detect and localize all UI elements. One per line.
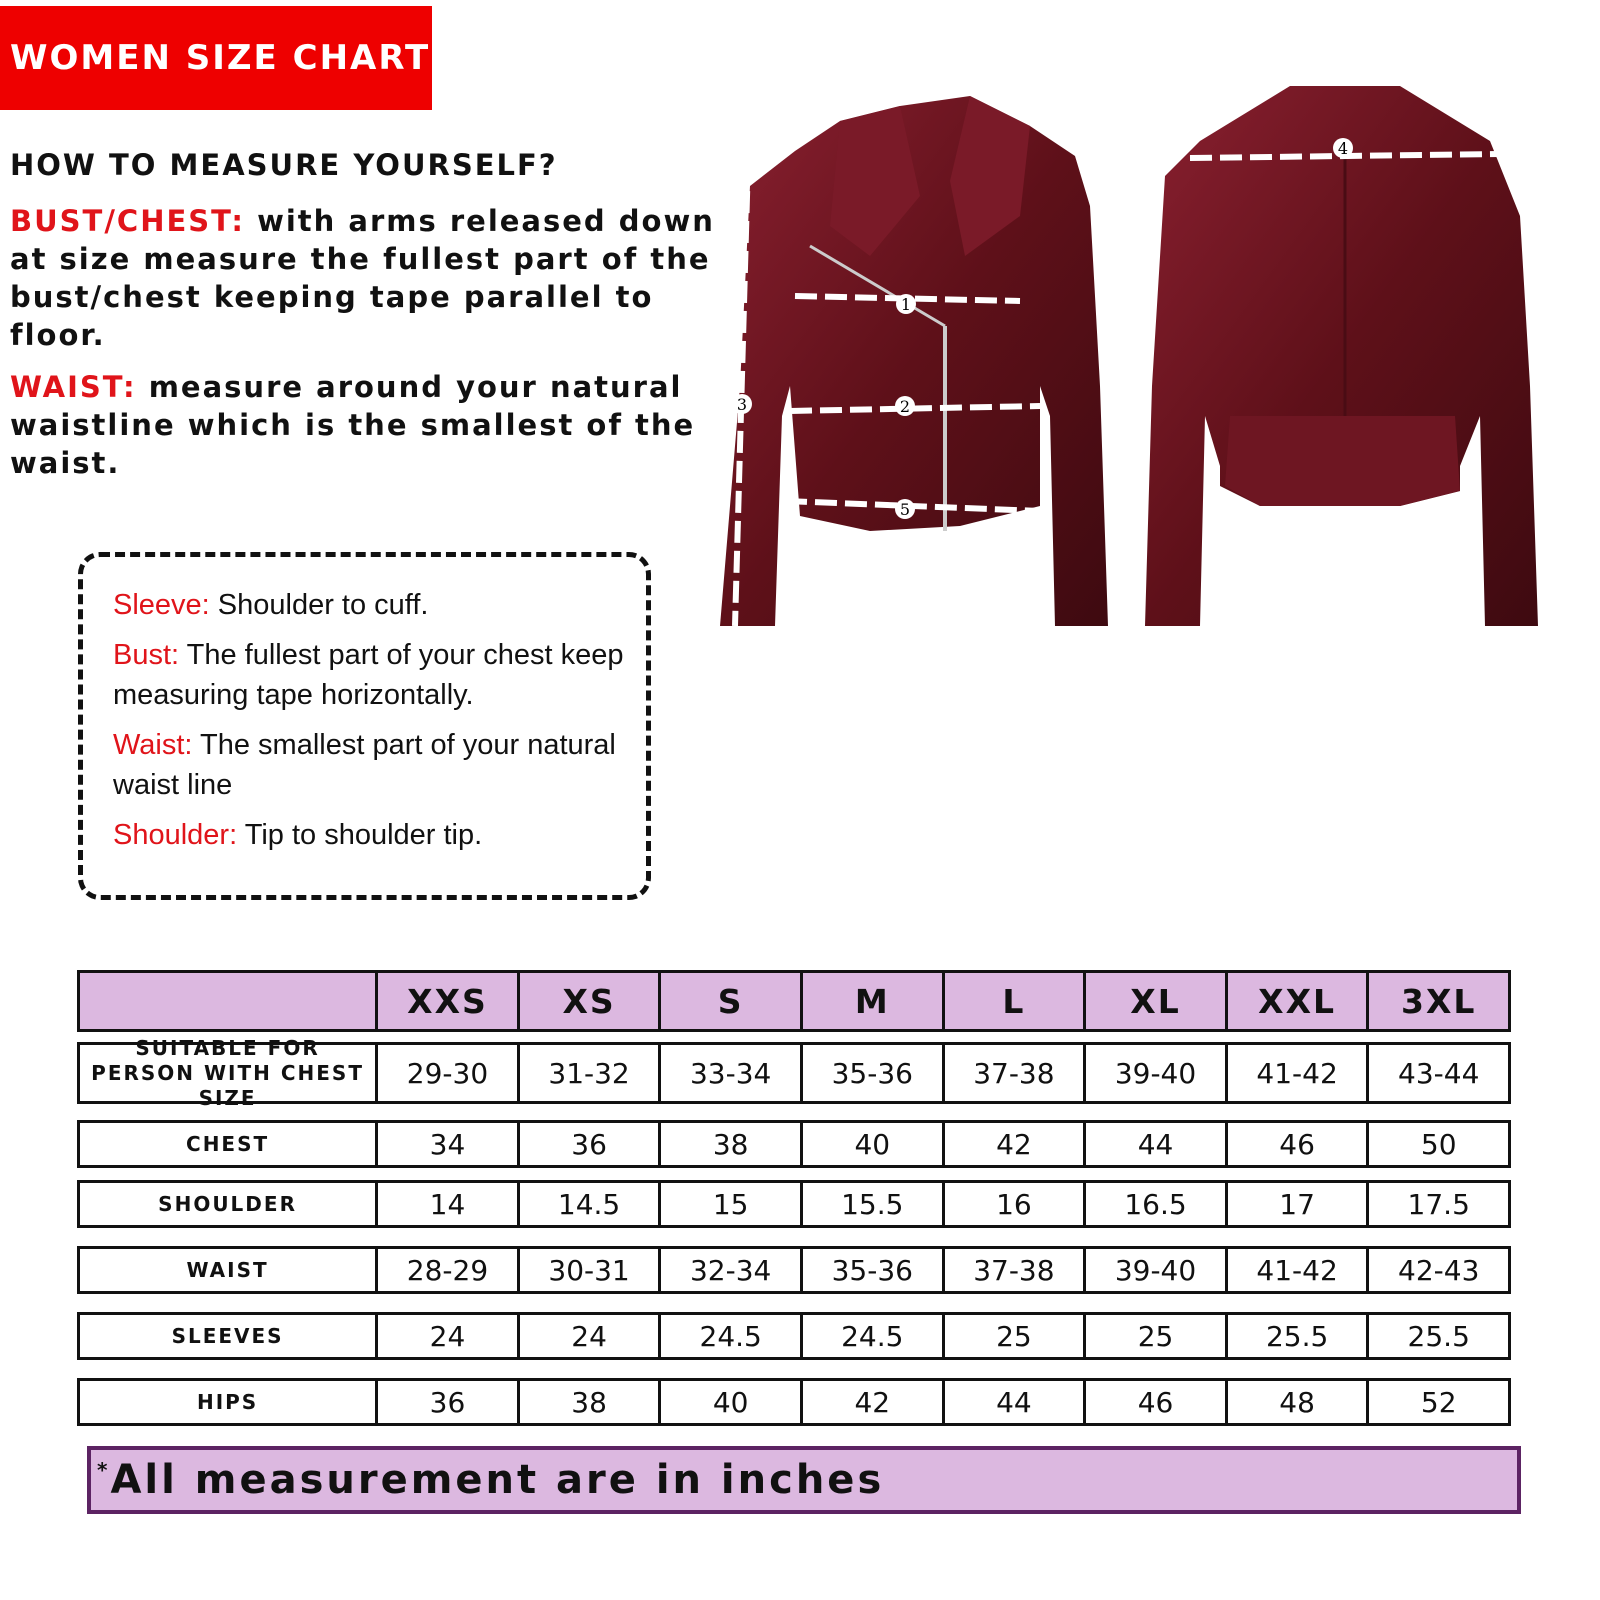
definition-text: The fullest part of your chest keep measuring tape horizontally. xyxy=(113,639,624,711)
size-header: XS xyxy=(517,970,662,1032)
table-cell: 24.5 xyxy=(800,1312,945,1360)
size-header: XXL xyxy=(1225,970,1370,1032)
marker-1: 1 xyxy=(900,295,912,314)
table-row xyxy=(77,1180,1511,1228)
table-cell: 35-36 xyxy=(800,1246,945,1294)
table-cell: 52 xyxy=(1366,1378,1511,1426)
table-cell: 25.5 xyxy=(1366,1312,1511,1360)
table-row xyxy=(77,1120,1511,1168)
table-cell: 39-40 xyxy=(1083,1246,1228,1294)
table-cell: 40 xyxy=(800,1120,945,1168)
table-cell: 36 xyxy=(517,1120,662,1168)
measure-instructions xyxy=(10,146,730,496)
row-label: CHEST xyxy=(77,1120,378,1168)
table-header-row xyxy=(77,970,1511,1032)
row-label: SLEEVES xyxy=(77,1312,378,1360)
definition-label: Waist: xyxy=(113,729,193,761)
bust-instruction xyxy=(10,202,730,354)
size-header: S xyxy=(658,970,803,1032)
size-header: XXS xyxy=(375,970,520,1032)
definitions-box xyxy=(78,552,651,900)
marker-4: 4 xyxy=(1337,139,1349,158)
definition-text: The smallest part of your natural waist line xyxy=(113,729,616,801)
table-row xyxy=(77,1378,1511,1426)
definition-shoulder xyxy=(113,815,646,855)
definition-sleeve xyxy=(113,585,646,625)
table-cell: 43-44 xyxy=(1366,1042,1511,1104)
marker-2: 2 xyxy=(899,397,911,416)
table-cell: 30-31 xyxy=(517,1246,662,1294)
waist-label: WAIST: xyxy=(10,370,137,404)
table-row xyxy=(77,1246,1511,1294)
table-cell: 24 xyxy=(517,1312,662,1360)
table-cell: 17.5 xyxy=(1366,1180,1511,1228)
size-header: M xyxy=(800,970,945,1032)
table-cell: 38 xyxy=(517,1378,662,1426)
size-header: XL xyxy=(1083,970,1228,1032)
table-cell: 31-32 xyxy=(517,1042,662,1104)
definition-text: Shoulder to cuff. xyxy=(209,589,429,621)
table-cell: 35-36 xyxy=(800,1042,945,1104)
instructions-heading: HOW TO MEASURE YOURSELF? xyxy=(10,148,558,182)
table-cell: 25 xyxy=(1083,1312,1228,1360)
table-cell: 28-29 xyxy=(375,1246,520,1294)
table-cell: 25.5 xyxy=(1225,1312,1370,1360)
waist-text: measure around your natural waistline which is the smallest of the waist. xyxy=(10,370,696,480)
table-cell: 34 xyxy=(375,1120,520,1168)
table-cell: 32-34 xyxy=(658,1246,803,1294)
header-corner xyxy=(77,970,378,1032)
table-cell: 40 xyxy=(658,1378,803,1426)
table-cell: 14.5 xyxy=(517,1180,662,1228)
row-label: SHOULDER xyxy=(77,1180,378,1228)
definition-label: Sleeve: xyxy=(113,589,210,621)
table-cell: 37-38 xyxy=(942,1042,1087,1104)
table-cell: 42-43 xyxy=(1366,1246,1511,1294)
table-cell: 16.5 xyxy=(1083,1180,1228,1228)
table-cell: 33-34 xyxy=(658,1042,803,1104)
bust-text: with arms released down at size measure the fullest part of the bust/chest keeping tape parallel to floor. xyxy=(10,204,715,352)
note-mark: * xyxy=(97,1458,111,1482)
table-cell: 37-38 xyxy=(942,1246,1087,1294)
waist-instruction xyxy=(10,368,730,482)
table-cell: 15 xyxy=(658,1180,803,1228)
table-cell: 16 xyxy=(942,1180,1087,1228)
row-label: HIPS xyxy=(77,1378,378,1426)
row-label: SUITABLE FOR PERSON WITH CHEST SIZE xyxy=(77,1042,378,1104)
table-row xyxy=(77,1312,1511,1360)
table-cell: 44 xyxy=(1083,1120,1228,1168)
bust-label: BUST/CHEST: xyxy=(10,204,245,238)
table-cell: 25 xyxy=(942,1312,1087,1360)
table-cell: 44 xyxy=(942,1378,1087,1426)
table-cell: 41-42 xyxy=(1225,1042,1370,1104)
size-header: 3XL xyxy=(1366,970,1511,1032)
definition-label: Shoulder: xyxy=(113,819,238,851)
row-label: WAIST xyxy=(77,1246,378,1294)
size-header: L xyxy=(942,970,1087,1032)
table-cell: 17 xyxy=(1225,1180,1370,1228)
definition-text: Tip to shoulder tip. xyxy=(237,819,483,851)
table-cell: 38 xyxy=(658,1120,803,1168)
definition-bust xyxy=(113,635,646,715)
table-cell: 46 xyxy=(1083,1378,1228,1426)
definition-waist xyxy=(113,725,646,805)
table-cell: 24 xyxy=(375,1312,520,1360)
table-cell: 46 xyxy=(1225,1120,1370,1168)
table-cell: 42 xyxy=(942,1120,1087,1168)
table-cell: 24.5 xyxy=(658,1312,803,1360)
table-cell: 50 xyxy=(1366,1120,1511,1168)
definition-label: Bust: xyxy=(113,639,180,671)
table-cell: 42 xyxy=(800,1378,945,1426)
table-cell: 15.5 xyxy=(800,1180,945,1228)
marker-3: 3 xyxy=(736,395,748,414)
table-cell: 48 xyxy=(1225,1378,1370,1426)
marker-5: 5 xyxy=(899,500,911,519)
table-cell: 14 xyxy=(375,1180,520,1228)
page-title: WOMEN SIZE CHART xyxy=(0,6,432,110)
table-cell: 39-40 xyxy=(1083,1042,1228,1104)
table-row xyxy=(77,1035,1511,1110)
note-text: All measurement are in inches xyxy=(110,1457,885,1503)
jacket-front-image xyxy=(720,96,1108,626)
size-table xyxy=(77,970,1511,1426)
jacket-illustration xyxy=(720,86,1590,646)
units-note xyxy=(87,1446,1521,1514)
table-cell: 41-42 xyxy=(1225,1246,1370,1294)
table-cell: 29-30 xyxy=(375,1042,520,1104)
jacket-back-image xyxy=(1145,86,1538,626)
table-cell: 36 xyxy=(375,1378,520,1426)
